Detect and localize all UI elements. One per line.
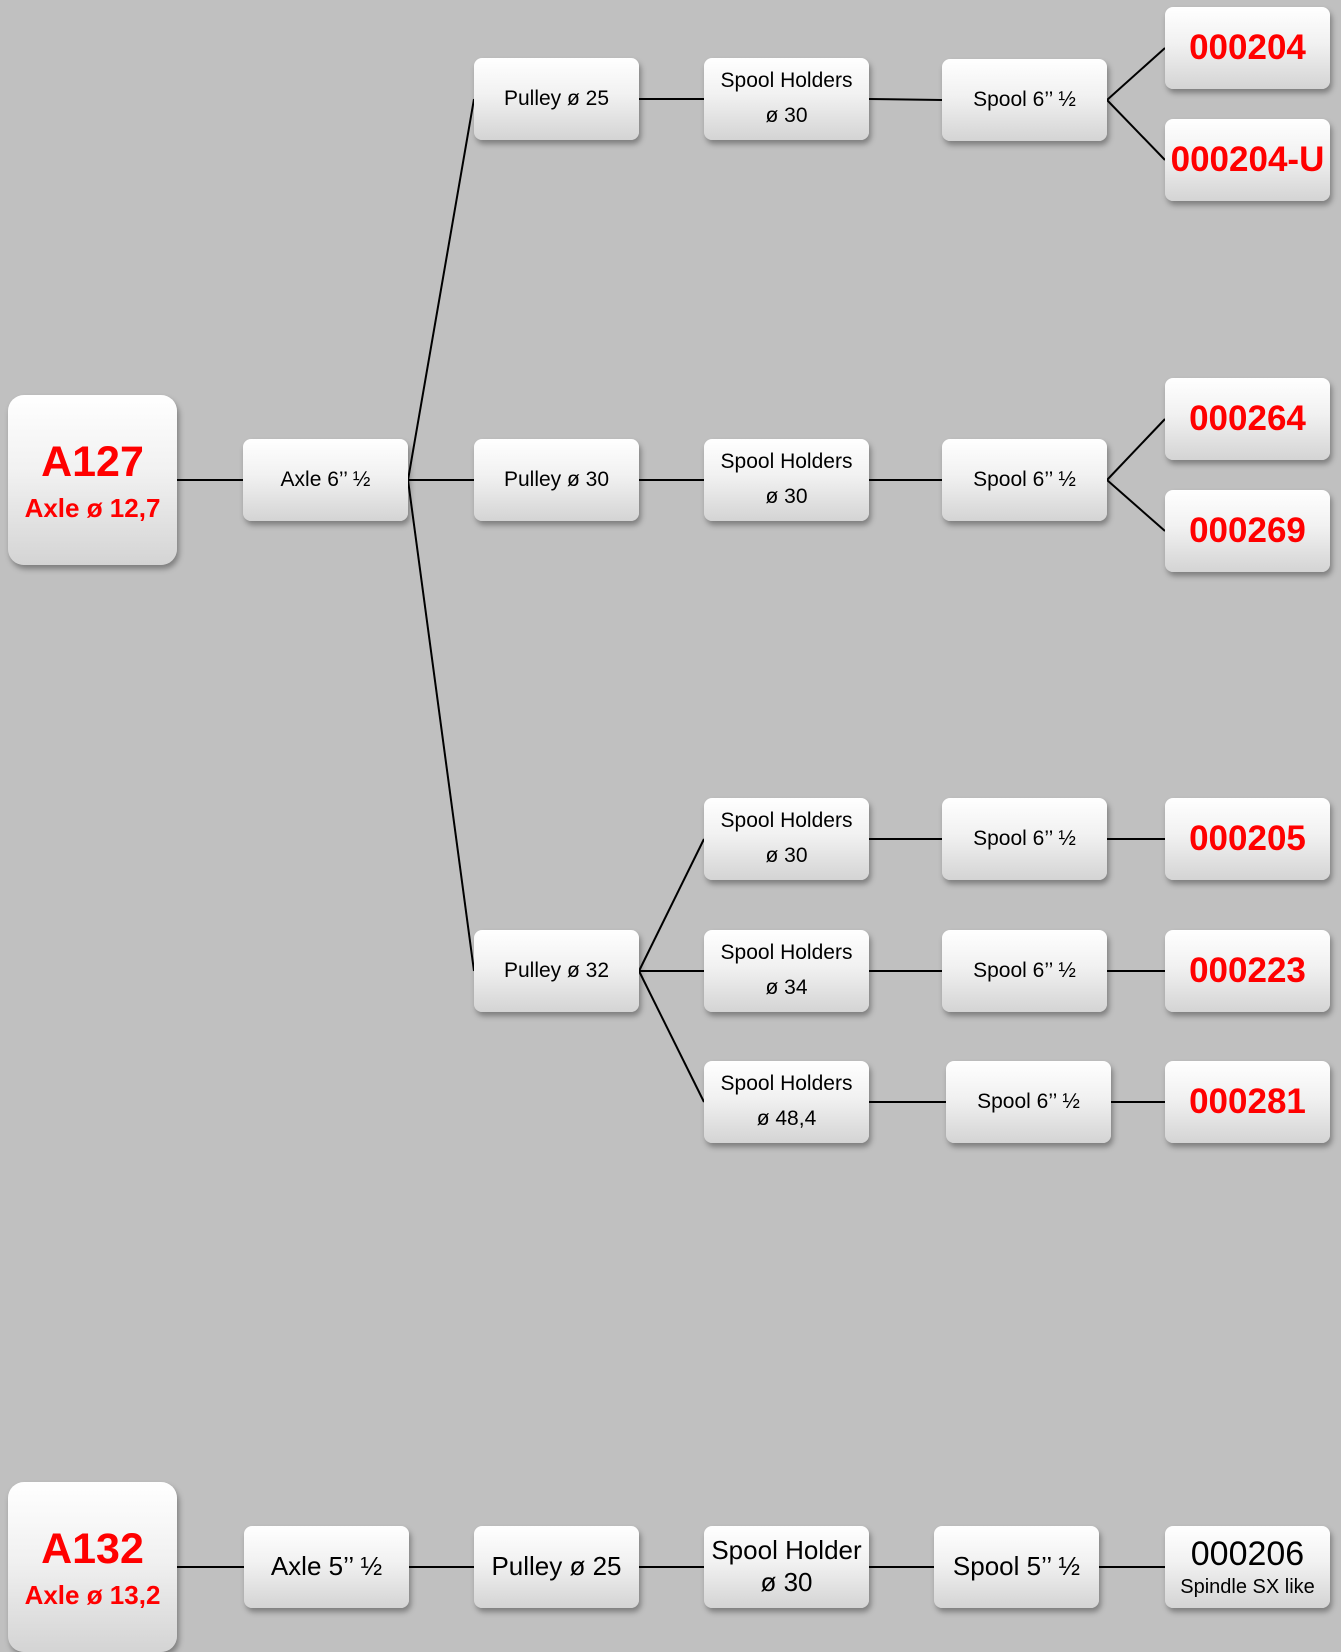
- node-pulley-25b: [474, 1526, 639, 1608]
- node-a132-line-2: Axle ø 13,2: [24, 1580, 161, 1611]
- node-c-000204u: [1165, 119, 1330, 201]
- node-sh-5-line-2: ø 48,4: [756, 1107, 817, 1130]
- node-pulley-25: [474, 58, 639, 140]
- node-pulley-32-line-1: Pulley ø 32: [503, 958, 610, 982]
- node-sh-1-line-2: ø 30: [765, 104, 808, 127]
- node-axle-5h: [244, 1526, 409, 1608]
- node-spool-5: [946, 1061, 1111, 1143]
- node-sh-3: [704, 798, 869, 880]
- node-sh-4-line-2: ø 34: [765, 976, 808, 999]
- connector-spool-2-to-c-000264: [1107, 419, 1165, 480]
- connector-pulley-32-to-sh-3: [639, 839, 704, 971]
- node-sh-6-line-2: ø 30: [760, 1567, 813, 1597]
- node-spool-2-line-1: Spool 6’’ ½: [973, 467, 1076, 491]
- node-pulley-25-line-1: Pulley ø 25: [503, 86, 610, 110]
- node-a127-line-2: Axle ø 12,7: [24, 493, 161, 524]
- node-axle-6h: [243, 439, 408, 521]
- node-c-000269: [1165, 490, 1330, 572]
- node-spool-1-line-1: Spool 6’’ ½: [973, 87, 1076, 111]
- connector-spool-1-to-c-000204u: [1107, 100, 1165, 160]
- node-c-000204-line-1: 000204: [1189, 27, 1306, 67]
- node-spool-4-line-1: Spool 6’’ ½: [973, 958, 1076, 982]
- node-c-000264: [1165, 378, 1330, 460]
- node-a127-line-1: A127: [41, 438, 144, 487]
- node-pulley-32: [474, 930, 639, 1012]
- node-sh-2-line-2: ø 30: [765, 485, 808, 508]
- node-c-000205-line-1: 000205: [1189, 818, 1306, 858]
- node-sh-4: [704, 930, 869, 1012]
- node-spool-4: [942, 930, 1107, 1012]
- connector-spool-2-to-c-000269: [1107, 480, 1165, 531]
- node-axle-5h-line-1: Axle 5’’ ½: [270, 1551, 383, 1582]
- node-a132-line-1: A132: [41, 1525, 144, 1574]
- node-spool-3-line-1: Spool 6’’ ½: [973, 826, 1076, 850]
- node-c-000206-line-2: Spindle SX like: [1180, 1575, 1315, 1598]
- node-c-000223-line-1: 000223: [1189, 950, 1306, 990]
- node-c-000269-line-1: 000269: [1189, 510, 1306, 550]
- node-spool-2: [942, 439, 1107, 521]
- node-c-000204u-line-1: 000204-U: [1170, 139, 1325, 179]
- node-spool-1: [942, 59, 1107, 141]
- node-sh-6: [704, 1526, 869, 1608]
- connector-spool-1-to-c-000204: [1107, 48, 1165, 100]
- node-spool-6-line-1: Spool 5’’ ½: [952, 1551, 1081, 1582]
- node-spool-5-line-1: Spool 6’’ ½: [977, 1089, 1080, 1113]
- node-c-000281-line-1: 000281: [1189, 1081, 1306, 1121]
- node-sh-1: [704, 58, 869, 140]
- connector-axle-6h-to-pulley-25: [408, 99, 474, 480]
- node-pulley-30: [474, 439, 639, 521]
- node-sh-6-line-1: Spool Holder: [711, 1535, 862, 1566]
- connector-axle-6h-to-pulley-32: [408, 480, 474, 971]
- node-c-000264-line-1: 000264: [1189, 398, 1306, 438]
- node-sh-5: [704, 1061, 869, 1143]
- node-c-000206-line-1: 000206: [1190, 1535, 1305, 1574]
- node-sh-3-line-2: ø 30: [765, 844, 808, 867]
- node-c-000223: [1165, 930, 1330, 1012]
- node-sh-1-line-1: Spool Holders: [720, 69, 853, 93]
- connector-pulley-32-to-sh-5: [639, 971, 704, 1102]
- node-sh-2-line-1: Spool Holders: [720, 450, 853, 474]
- node-pulley-30-line-1: Pulley ø 30: [503, 467, 610, 491]
- node-axle-6h-line-1: Axle 6’’ ½: [280, 467, 371, 491]
- node-sh-4-line-1: Spool Holders: [720, 941, 853, 965]
- node-c-000206: [1165, 1526, 1330, 1608]
- node-c-000204: [1165, 7, 1330, 89]
- node-spool-3: [942, 798, 1107, 880]
- node-pulley-25b-line-1: Pulley ø 25: [491, 1551, 622, 1582]
- node-c-000205: [1165, 798, 1330, 880]
- node-sh-3-line-1: Spool Holders: [720, 809, 853, 833]
- node-a127: [8, 395, 177, 565]
- node-sh-5-line-1: Spool Holders: [720, 1072, 853, 1096]
- node-spool-6: [934, 1526, 1099, 1608]
- node-c-000281: [1165, 1061, 1330, 1143]
- node-sh-2: [704, 439, 869, 521]
- connector-sh-1-to-spool-1: [869, 99, 942, 100]
- node-a132: [8, 1482, 177, 1652]
